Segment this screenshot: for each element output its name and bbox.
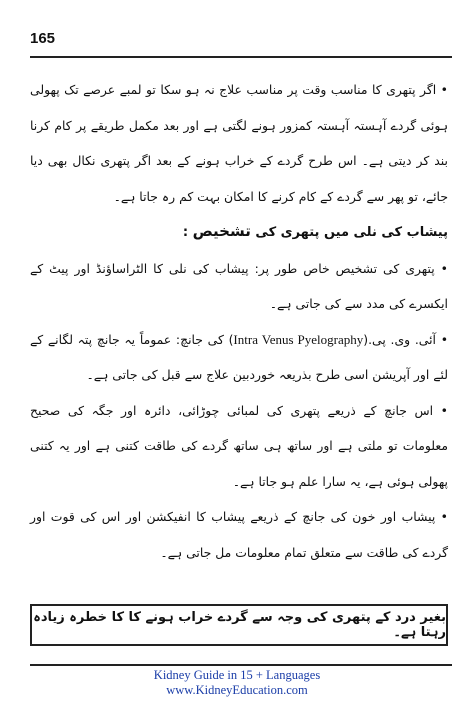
paragraph-urine-blood-test: • پیشاب اور خون کی جانچ کے ذریعے پیشاب کا انفیکشن اور اس کی قوت اور گردے کی طاقت سے متعلق تمام معلومات مل جاتی ہے۔ bbox=[30, 509, 448, 560]
ivp-english-term: Intra Venus Pyelography bbox=[233, 331, 364, 347]
page-number: 165 bbox=[30, 30, 56, 47]
paragraph-untreated-stone: • اگر پتھری کا مناسب وقت پر مناسب علاج نہ ہو سکا تو لمبے عرصے تک پھولی ہوئی گردے آہستہ آہستہ کمزور ہونے لگتی ہے اور بعد مکمل طریقے پر کام کرنا بند کر دیتی ہے۔ اس طرح گردے کے خراب ہونے کے بعد اگر پتھری نکال بھی دیا جائے، تو پھر سے گردے کے کام کرنے کا امکان بہت کم رہ جاتا ہے۔ bbox=[30, 82, 448, 204]
callout-box bbox=[30, 604, 448, 646]
paragraph-test-results: • اس جانچ کے ذریعے پتھری کی لمبائی چوڑائی، دائرہ اور جگہ کی صحیح معلومات تو ملتی ہے اور ساتھ ہی ساتھ گردے کی طاقت کتنی ہے اور یہ کتنی پھولی ہوئی ہے، یہ سارا علم ہو جاتا ہے۔ bbox=[30, 402, 448, 489]
heading-emphasis: تشخیص bbox=[192, 222, 251, 240]
heading-suffix: : bbox=[182, 225, 193, 240]
top-divider bbox=[30, 56, 452, 58]
heading-prefix: پیشاب کی نلی میں پتھری کی bbox=[250, 225, 448, 240]
ivp-prefix: • آئی. وی. پی.( bbox=[363, 331, 448, 347]
ivp-description: ) کی جانچ: عموماً یہ جانچ پتہ لگانے کے لئے اور آپریشن اسی طرح بذریعہ خوردبین علاج سے قبل کی جاتی ہے۔ bbox=[30, 331, 448, 382]
bottom-divider bbox=[30, 664, 452, 666]
main-content bbox=[30, 72, 448, 570]
footer-title: Kidney Guide in 15 + Languages bbox=[153, 668, 321, 682]
paragraph-ivp bbox=[30, 322, 448, 393]
footer bbox=[0, 668, 474, 698]
paragraph-ultrasound-xray: • پتھری کی تشخیص خاص طور پر: پیشاب کی نلی کا الٹراساؤنڈ اور پیٹ کے ایکسرے کی مدد سے کی جاتی ہے۔ bbox=[30, 260, 448, 311]
footer-website-link[interactable]: www.KidneyEducation.com bbox=[166, 683, 308, 697]
callout-text: بغیر درد کے پتھری کی وجہ سے گردے خراب ہونے کا کا خطرہ زیادہ رہتا ہے۔ bbox=[33, 610, 446, 640]
section-heading-diagnosis bbox=[30, 214, 448, 251]
